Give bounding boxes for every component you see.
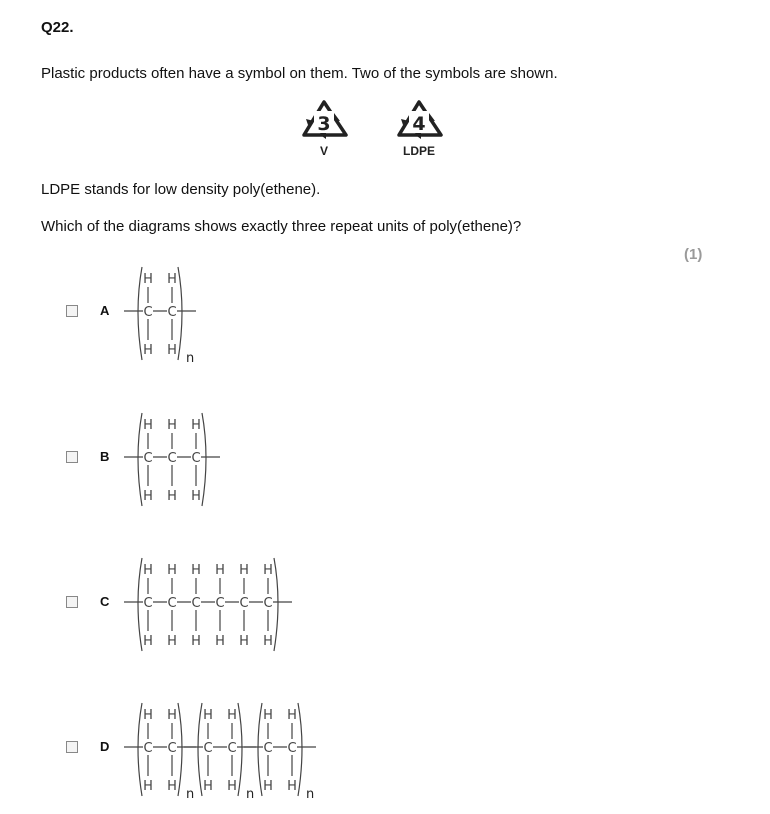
bracket-right <box>238 703 242 796</box>
hydrogen-atom: H <box>167 272 177 287</box>
question-number: Q22. <box>41 19 74 36</box>
carbon-atom: C <box>263 741 273 756</box>
hydrogen-atom: H <box>191 489 201 504</box>
bracket-left <box>258 703 262 796</box>
question-statement: LDPE stands for low density poly(ethene). <box>41 181 321 198</box>
recycling-triangle-icon <box>296 99 352 139</box>
bracket-left <box>138 267 142 360</box>
hydrogen-atom: H <box>143 418 153 433</box>
hydrogen-atom: H <box>143 343 153 358</box>
bracket-right <box>274 558 278 651</box>
bracket-left <box>138 413 142 506</box>
hydrogen-atom: H <box>191 418 201 433</box>
hydrogen-atom: H <box>167 563 177 578</box>
option-d-letter: D <box>100 739 110 754</box>
hydrogen-atom: H <box>203 708 213 723</box>
carbon-atom: C <box>203 741 213 756</box>
hydrogen-atom: H <box>167 779 177 794</box>
option-a-letter: A <box>100 303 110 318</box>
carbon-atom: C <box>143 451 153 466</box>
option-c-checkbox[interactable] <box>66 596 78 608</box>
question-intro: Plastic products often have a symbol on them. Two of the symbols are shown. <box>41 65 558 82</box>
hydrogen-atom: H <box>167 343 177 358</box>
hydrogen-atom: H <box>227 779 237 794</box>
subscript-n: n <box>306 787 315 802</box>
hydrogen-atom: H <box>143 708 153 723</box>
symbol-label: LDPE <box>402 144 435 158</box>
recycling-triangle-icon <box>391 99 447 139</box>
subscript-n: n <box>246 787 255 802</box>
bracket-left <box>138 558 142 651</box>
bracket-left <box>198 703 202 796</box>
carbon-atom: C <box>143 741 153 756</box>
symbol-label: V <box>319 144 328 158</box>
bracket-right <box>202 413 206 506</box>
hydrogen-atom: H <box>215 563 225 578</box>
hydrogen-atom: H <box>239 634 249 649</box>
bracket-right <box>178 703 182 796</box>
carbon-atom: C <box>143 305 153 320</box>
hydrogen-atom: H <box>191 563 201 578</box>
hydrogen-atom: H <box>167 418 177 433</box>
option-d-diagram[interactable] <box>118 698 338 808</box>
hydrogen-atom: H <box>143 272 153 287</box>
hydrogen-atom: H <box>143 634 153 649</box>
carbon-atom: C <box>167 741 177 756</box>
carbon-atom: C <box>167 451 177 466</box>
hydrogen-atom: H <box>203 779 213 794</box>
carbon-atom: C <box>167 596 177 611</box>
carbon-atom: C <box>239 596 249 611</box>
carbon-atom: C <box>167 305 177 320</box>
carbon-atom: C <box>287 741 297 756</box>
question-prompt: Which of the diagrams shows exactly three repeat units of poly(ethene)? <box>41 218 522 235</box>
hydrogen-atom: H <box>143 779 153 794</box>
hydrogen-atom: H <box>263 563 273 578</box>
carbon-atom: C <box>143 596 153 611</box>
hydrogen-atom: H <box>143 563 153 578</box>
bracket-left <box>138 703 142 796</box>
carbon-atom: C <box>191 596 201 611</box>
carbon-atom: C <box>227 741 237 756</box>
hydrogen-atom: H <box>143 489 153 504</box>
carbon-atom: C <box>263 596 273 611</box>
recycling-symbol-3 <box>296 99 352 158</box>
marks-label: (1) <box>684 246 703 263</box>
option-c-letter: C <box>100 594 110 609</box>
bracket-right <box>298 703 302 796</box>
option-c-diagram[interactable] <box>118 553 308 653</box>
hydrogen-atom: H <box>239 563 249 578</box>
symbol-number: 3 <box>317 113 331 135</box>
hydrogen-atom: H <box>215 634 225 649</box>
hydrogen-atom: H <box>263 779 273 794</box>
option-d-checkbox[interactable] <box>66 741 78 753</box>
hydrogen-atom: H <box>227 708 237 723</box>
hydrogen-atom: H <box>167 708 177 723</box>
hydrogen-atom: H <box>287 779 297 794</box>
hydrogen-atom: H <box>287 708 297 723</box>
subscript-n: n <box>186 351 195 366</box>
carbon-atom: C <box>215 596 225 611</box>
option-b-letter: B <box>100 449 110 464</box>
option-b-checkbox[interactable] <box>66 451 78 463</box>
recycling-symbol-4 <box>391 99 447 158</box>
carbon-atom: C <box>191 451 201 466</box>
hydrogen-atom: H <box>263 708 273 723</box>
option-a-diagram[interactable] <box>118 262 218 372</box>
symbol-number: 4 <box>412 113 426 135</box>
hydrogen-atom: H <box>263 634 273 649</box>
hydrogen-atom: H <box>167 634 177 649</box>
option-b-diagram[interactable] <box>118 408 238 508</box>
bracket-right <box>178 267 182 360</box>
subscript-n: n <box>186 787 195 802</box>
hydrogen-atom: H <box>167 489 177 504</box>
option-a-checkbox[interactable] <box>66 305 78 317</box>
hydrogen-atom: H <box>191 634 201 649</box>
